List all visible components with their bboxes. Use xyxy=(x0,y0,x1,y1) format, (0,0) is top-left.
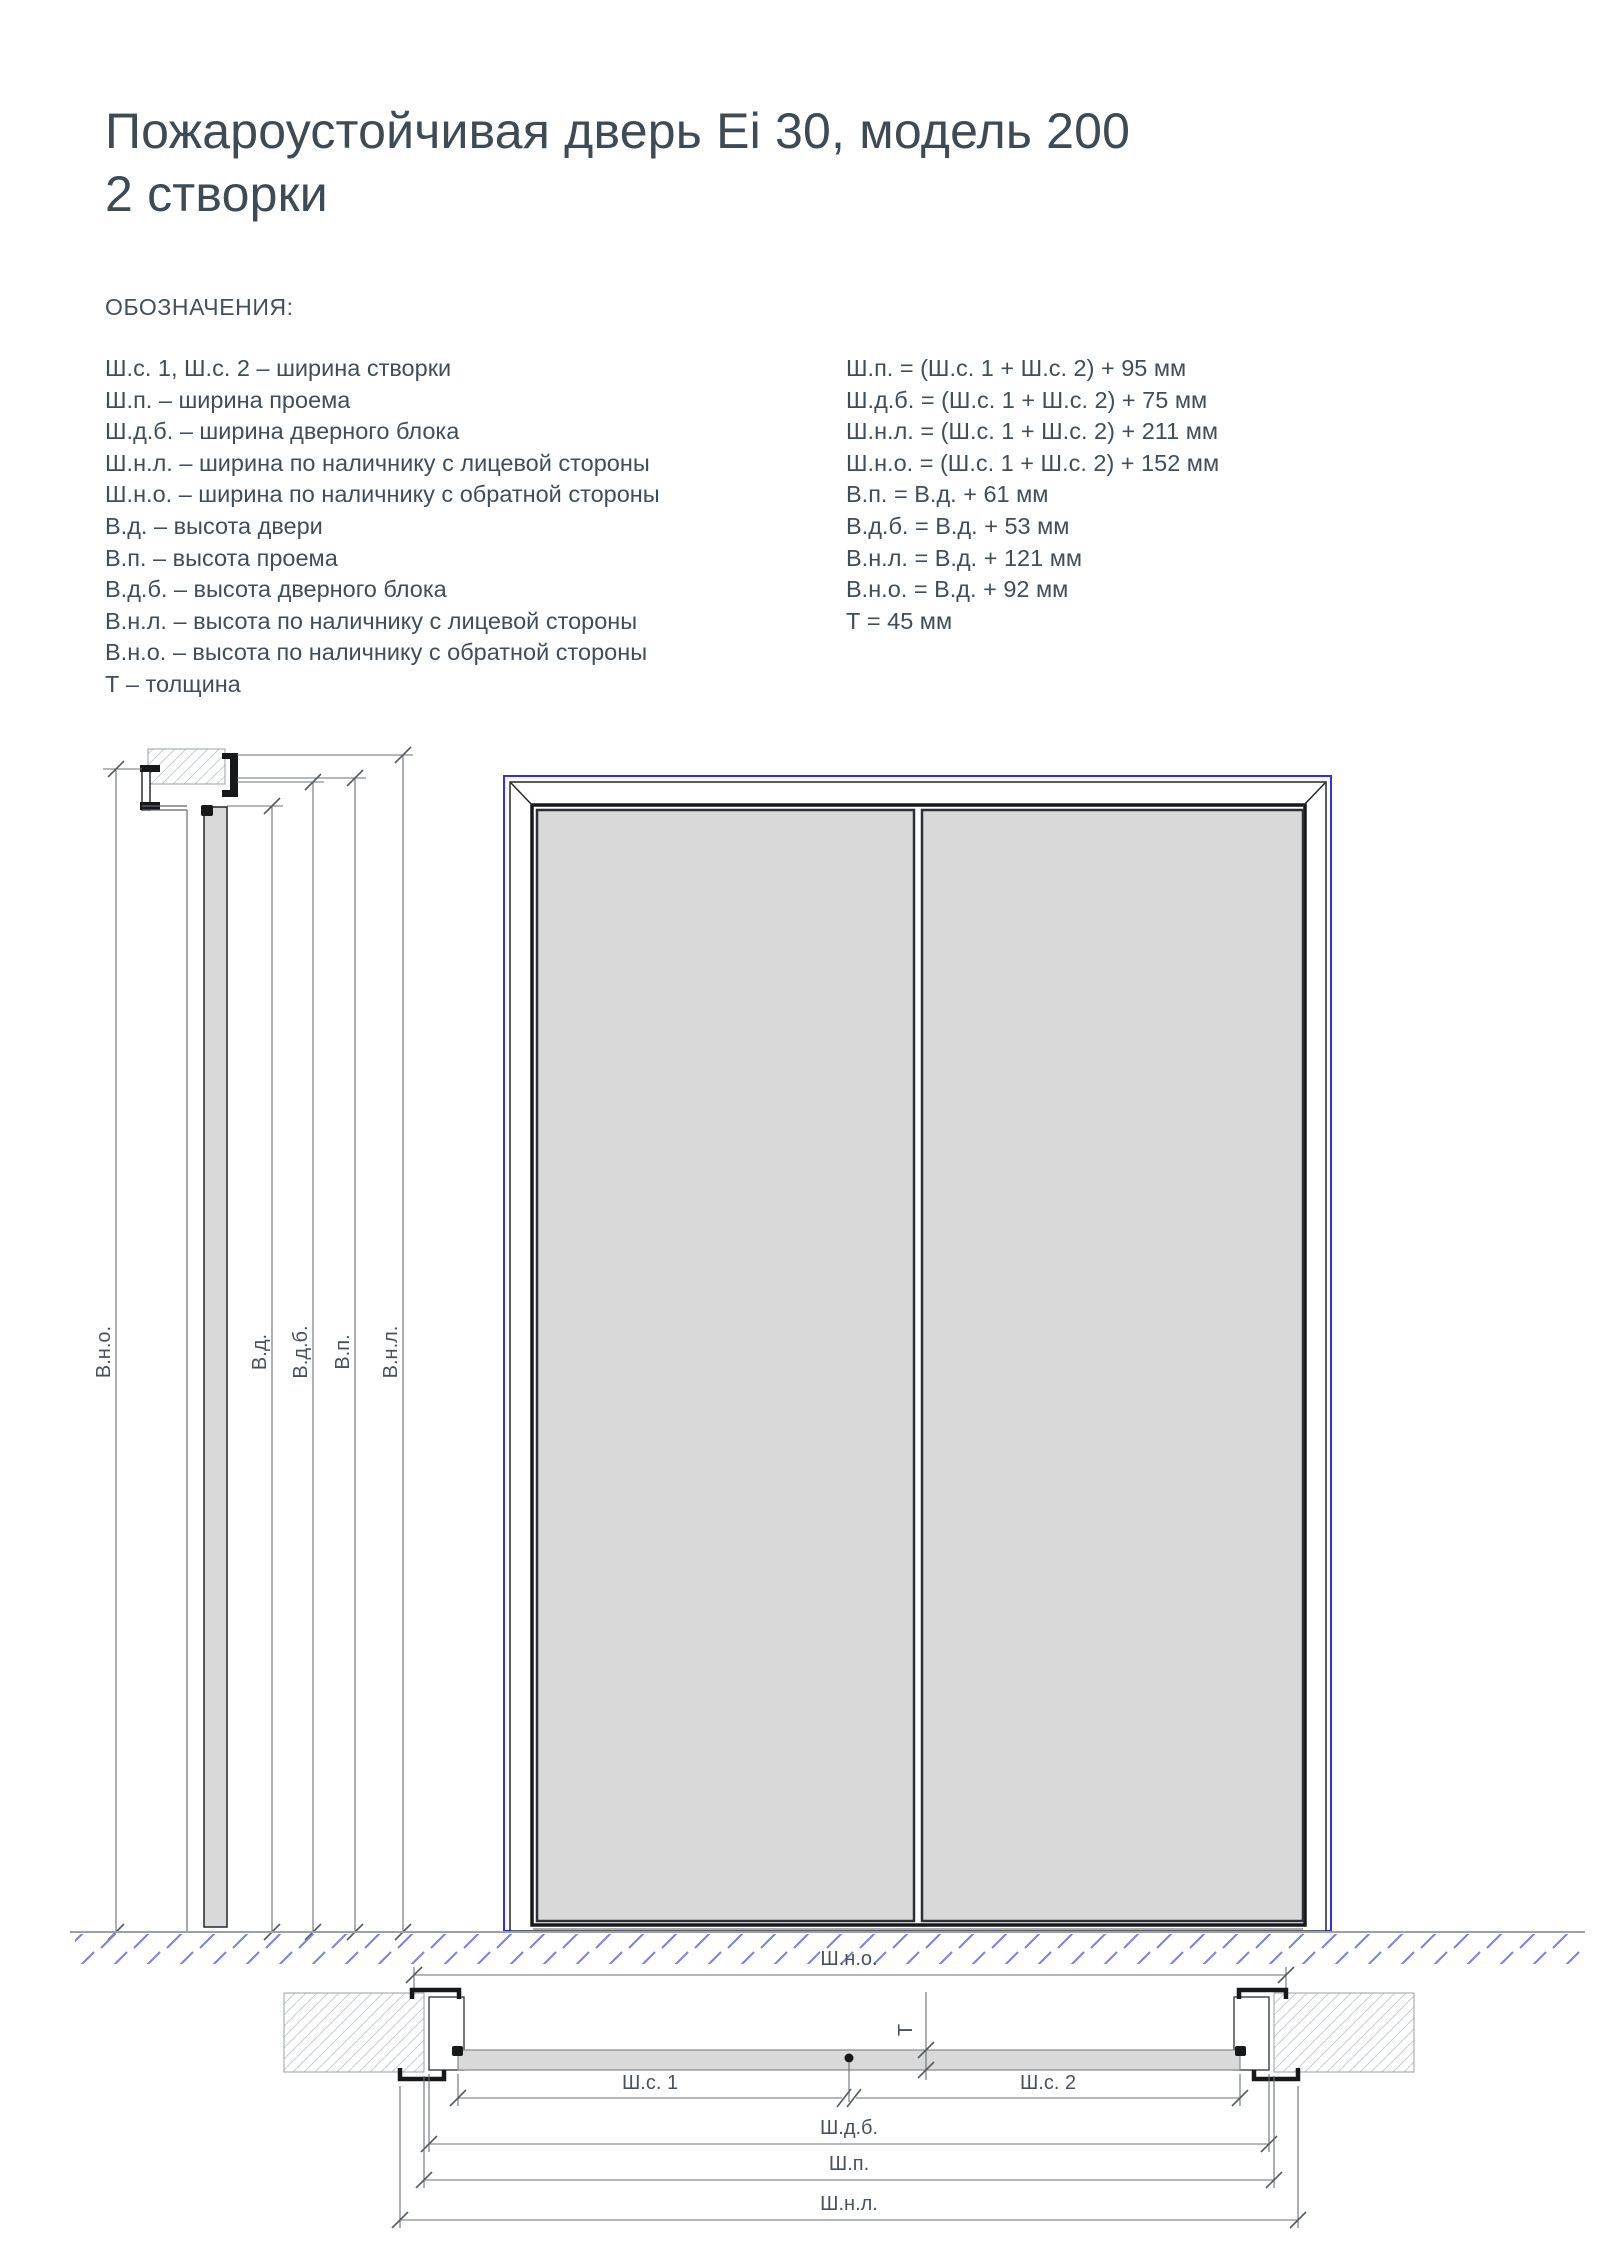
dim-label-t: Т xyxy=(895,2023,917,2037)
casing-clip-top xyxy=(140,765,160,772)
page-title-line2: 2 створки xyxy=(105,166,328,222)
seal-block xyxy=(201,805,213,816)
wall-plan-right xyxy=(1274,1993,1414,2072)
legend-formula: Ш.п. = (Ш.с. 1 + Ш.с. 2) + 95 мм xyxy=(846,355,1187,381)
legend-item: Ш.с. 1, Ш.с. 2 – ширина створки xyxy=(105,355,452,381)
legend-formula: В.н.о. = В.д. + 92 мм xyxy=(846,576,1069,603)
dim-label-shp: Ш.п. xyxy=(828,2153,870,2175)
side-section-view xyxy=(93,747,413,1940)
dim-label-shno: Ш.н.о. xyxy=(820,1948,878,1970)
legend-item: Ш.д.б. – ширина дверного блока xyxy=(105,418,460,445)
dim-label-shs2: Ш.с. 2 xyxy=(1019,2072,1077,2094)
dim-label-shdb: Ш.д.б. xyxy=(819,2117,879,2139)
dim-label-vp: В.п. xyxy=(332,1334,354,1370)
legend-formula: Т = 45 мм xyxy=(846,607,953,634)
dim-label-vnl: В.н.л. xyxy=(380,1325,402,1379)
dim-label-vd: В.д. xyxy=(249,1333,271,1371)
legend-formula: В.д.б. = В.д. + 53 мм xyxy=(846,512,1070,539)
seal-block-right xyxy=(1235,2046,1246,2056)
front-view xyxy=(504,776,1331,1931)
page-title-line1: Пожароустойчивая дверь Ei 30, модель 200 xyxy=(105,103,1131,159)
dim-label-shnl: Ш.н.л. xyxy=(820,2193,878,2215)
legend-formula: В.н.л. = В.д. + 121 мм xyxy=(846,544,1083,571)
door-leaf-1 xyxy=(537,810,914,1921)
legend-item: Ш.н.о. – ширина по наличнику с обратной стороны xyxy=(105,481,660,508)
leaf-meeting-point xyxy=(845,2054,854,2063)
legend-formula: Ш.н.л. = (Ш.с. 1 + Ш.с. 2) + 211 мм xyxy=(846,418,1219,445)
dim-label-vno: В.н.о. xyxy=(93,1325,115,1379)
door-leaf-section xyxy=(204,807,227,1927)
dim-label-shs1: Ш.с. 1 xyxy=(621,2072,679,2094)
legend-item: В.п. – высота проема xyxy=(105,544,338,571)
door-leaf-2 xyxy=(922,810,1303,1921)
legend-item: В.н.л. – высота по наличнику с лицевой стороны xyxy=(105,607,638,634)
legend-item: В.д.б. – высота дверного блока xyxy=(105,576,447,603)
seal-block-left xyxy=(452,2046,463,2056)
legend-formula: В.п. = В.д. + 61 мм xyxy=(846,481,1049,508)
legend-item: Ш.п. – ширина проема xyxy=(105,386,351,413)
plan-section-view xyxy=(284,1948,1414,2228)
legend-formula: Ш.д.б. = (Ш.с. 1 + Ш.с. 2) + 75 мм xyxy=(846,386,1208,413)
dim-label-vdb: В.д.б. xyxy=(290,1325,312,1379)
legend-item: В.д. – высота двери xyxy=(105,512,323,539)
legend-heading: ОБОЗНАЧЕНИЯ: xyxy=(105,294,294,320)
legend-item: Ш.н.л. – ширина по наличнику с лицевой стороны xyxy=(105,449,650,476)
legend-item: В.н.о. – высота по наличнику с обратной стороны xyxy=(105,639,648,666)
legend-formula: Ш.н.о. = (Ш.с. 1 + Ш.с. 2) + 152 мм xyxy=(846,449,1220,476)
legend-item: Т – толщина xyxy=(105,670,241,697)
wall-plan-left xyxy=(284,1993,424,2072)
